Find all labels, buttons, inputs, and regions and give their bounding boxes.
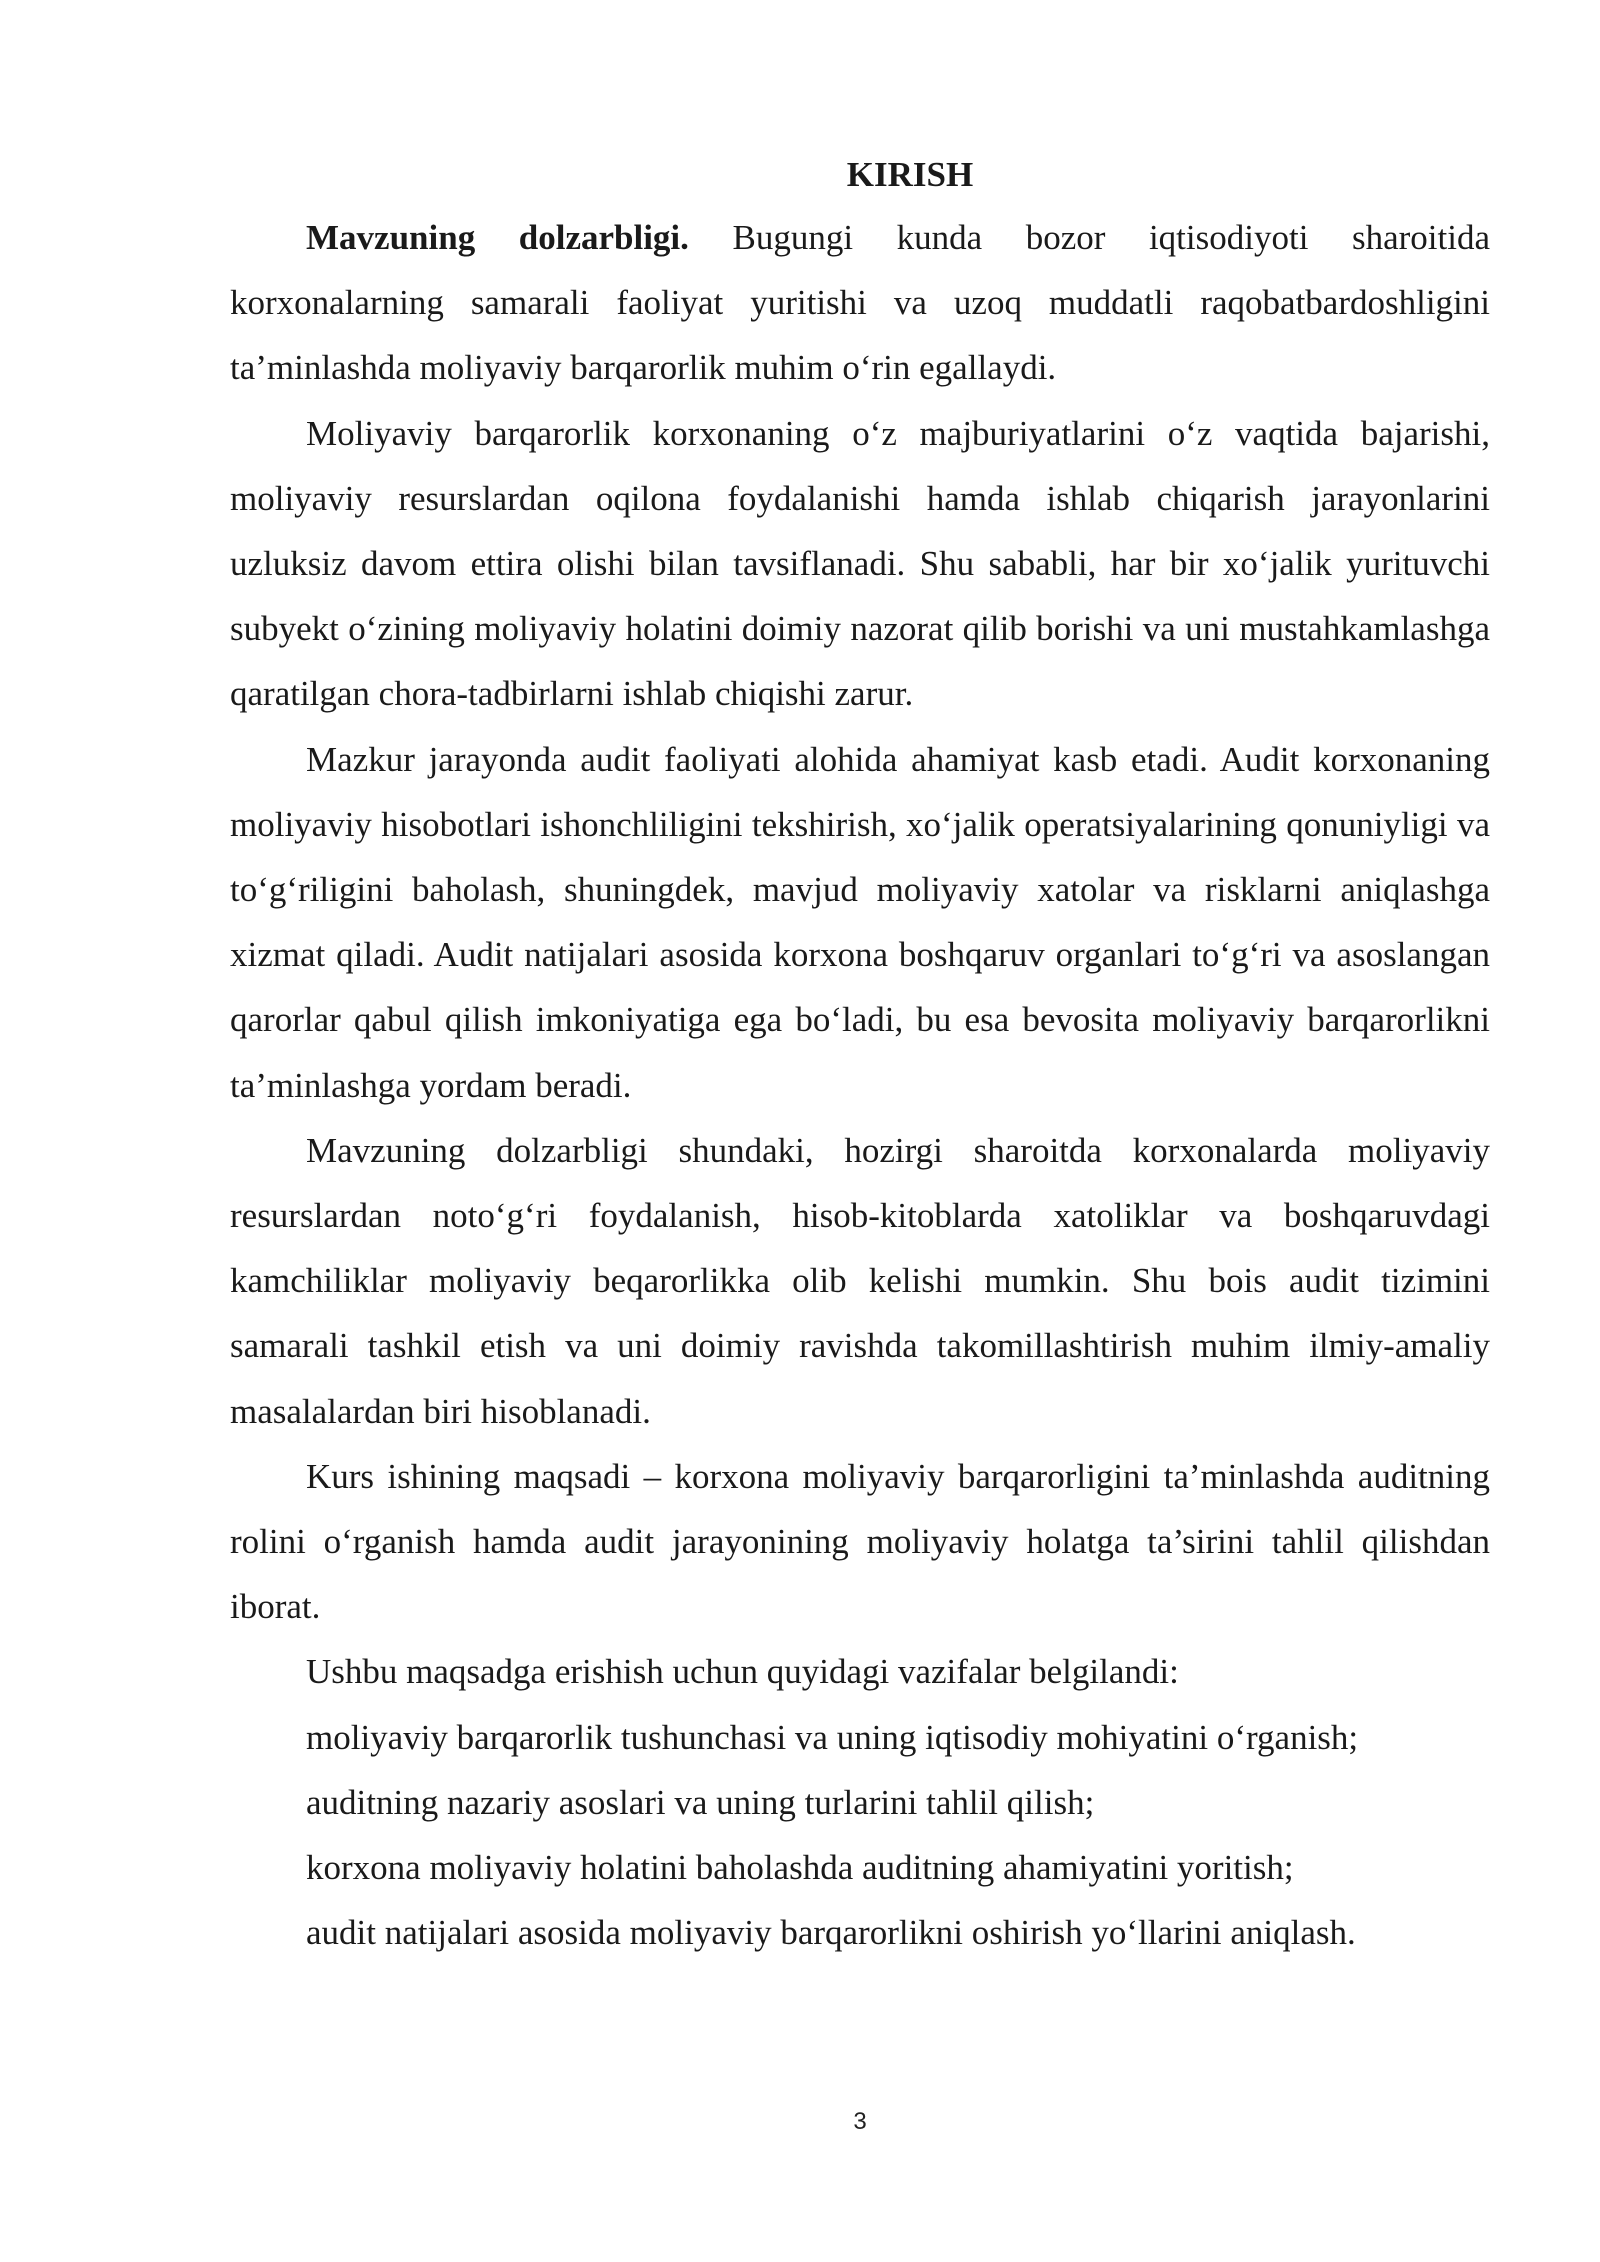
tasks-intro: Ushbu maqsadga erishish uchun quyidagi vazifalar belgilandi: xyxy=(306,1652,1179,1692)
task-item: audit natijalari asosida moliyaviy barqarorlikni oshirish yo‘llarini aniqlash. xyxy=(306,1913,1356,1953)
paragraph-goal: Kurs ishining maqsadi – korxona moliyaviy barqarorligini ta’minlashda auditning rolini o‘rganish hamda audit jarayonining moliyaviy holatga ta’sirini tahlil qilishdan iborat. xyxy=(230,1456,1490,1627)
paragraph-relevance: Mavzuning dolzarbligi shundaki, hozirgi sharoitda korxonalarda moliyaviy resurslardan noto‘g‘ri foydalanish, hisob-kitoblarda xatoliklar va boshqaruvdagi kamchiliklar moliyaviy beqarorlikka olib kelishi mumkin. Shu bois audit tizimini samarali tashkil etish va uni doimiy ravishda takomillashtirish muhim ilmiy-amaliy masalalardan biri hisoblanadi. xyxy=(230,1130,1490,1431)
page-content xyxy=(230,145,1490,1965)
task-item: auditning nazariy asoslari va uning turlarini tahlil qilish; xyxy=(306,1782,1095,1822)
task-item: moliyaviy barqarorlik tushunchasi va uning iqtisodiy mohiyatini o‘rganish; xyxy=(306,1717,1359,1757)
task-item: korxona moliyaviy holatini baholashda auditning ahamiyatini yoritish; xyxy=(306,1848,1294,1888)
page-number: 3 xyxy=(853,2108,867,2135)
paragraph-financial-stability: Moliyaviy barqarorlik korxonaning o‘z majburiyatlarini o‘z vaqtida bajarishi, moliyaviy resurslardan oqilona foydalanishi hamda ishlab chiqarish jarayonlarini uzluksiz davom ettira olishi bilan tavsiflanadi. Shu sababli, har bir xo‘jalik yurituvchi subyekt o‘zining moliyaviy holatini doimiy nazorat qilib borishi va uni mustahkamlashga qaratilgan chora-tadbirlarni ishlab chiqishi zarur. xyxy=(230,413,1490,714)
paragraph-audit-role: Mazkur jarayonda audit faoliyati alohida ahamiyat kasb etadi. Audit korxonaning moliyaviy hisobotlari ishonchliligini tekshirish, xo‘jalik operatsiyalarining qonuniyligi va to‘g‘riligini baholash, shuningdek, mavjud moliyaviy xatolar va risklarni aniqlashga xizmat qiladi. Audit natijalari asosida korxona boshqaruv organlari to‘g‘ri va asoslangan qarorlar qabul qilish imkoniyatiga ega bo‘ladi, bu esa bevosita moliyaviy barqarorlikni ta’minlashga yordam beradi. xyxy=(230,739,1490,1105)
section-title: KIRISH xyxy=(846,155,974,194)
intro-paragraph xyxy=(230,205,1490,401)
relevance-heading: Mavzuning dolzarbligi. xyxy=(306,218,689,257)
intro-text: Bugungi kunda bozor iqtisodiyoti sharoitida korxonalarning samarali faoliyat yuritishi va uzoq muddatli raqobatbardoshligini ta’minlashda moliyaviy barqarorlik muhim o‘rin egallaydi. xyxy=(230,218,1490,388)
